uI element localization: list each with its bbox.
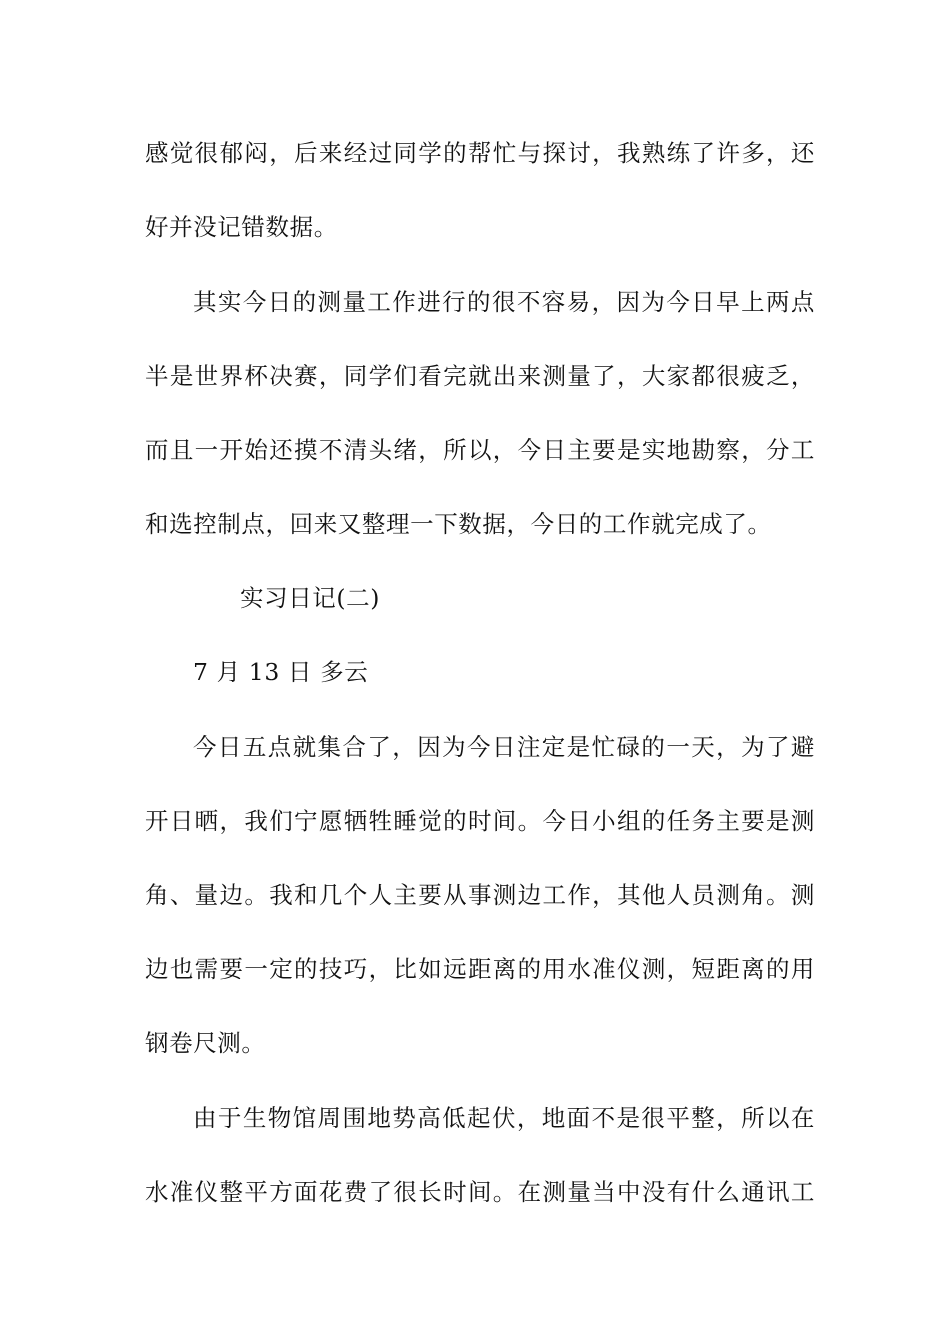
paragraph-line: 开日晒，我们宁愿牺牲睡觉的时间。今日小组的任务主要是测 [145,807,815,835]
paragraph-line: 钢卷尺测。 [145,1029,266,1057]
paragraph-line: 由于生物馆周围地势高低起伏，地面不是很平整，所以在 [193,1104,815,1132]
paragraph-line: 水准仪整平方面花费了很长时间。在测量当中没有什么通讯工 [145,1178,815,1206]
paragraph-line: 角、量边。我和几个人主要从事测边工作，其他人员测角。测 [145,881,815,909]
paragraph-line: 感觉很郁闷，后来经过同学的帮忙与探讨，我熟练了许多，还 [145,139,815,167]
paragraph-line: 和选控制点，回来又整理一下数据，今日的工作就完成了。 [145,510,772,538]
diary-heading: 实习日记(二) [240,584,381,612]
paragraph-line: 其实今日的测量工作进行的很不容易，因为今日早上两点 [193,288,815,316]
paragraph-line: 边也需要一定的技巧，比如远距离的用水准仪测，短距离的用 [145,955,815,983]
diary-date-weather: 7 月 13 日 多云 [193,658,369,686]
paragraph-line: 半是世界杯决赛，同学们看完就出来测量了，大家都很疲乏， [145,362,815,390]
paragraph-line: 今日五点就集合了，因为今日注定是忙碌的一天，为了避 [193,733,815,761]
paragraph-line: 好并没记错数据。 [145,213,338,241]
paragraph-line: 而且一开始还摸不清头绪，所以，今日主要是实地勘察，分工 [145,436,815,464]
